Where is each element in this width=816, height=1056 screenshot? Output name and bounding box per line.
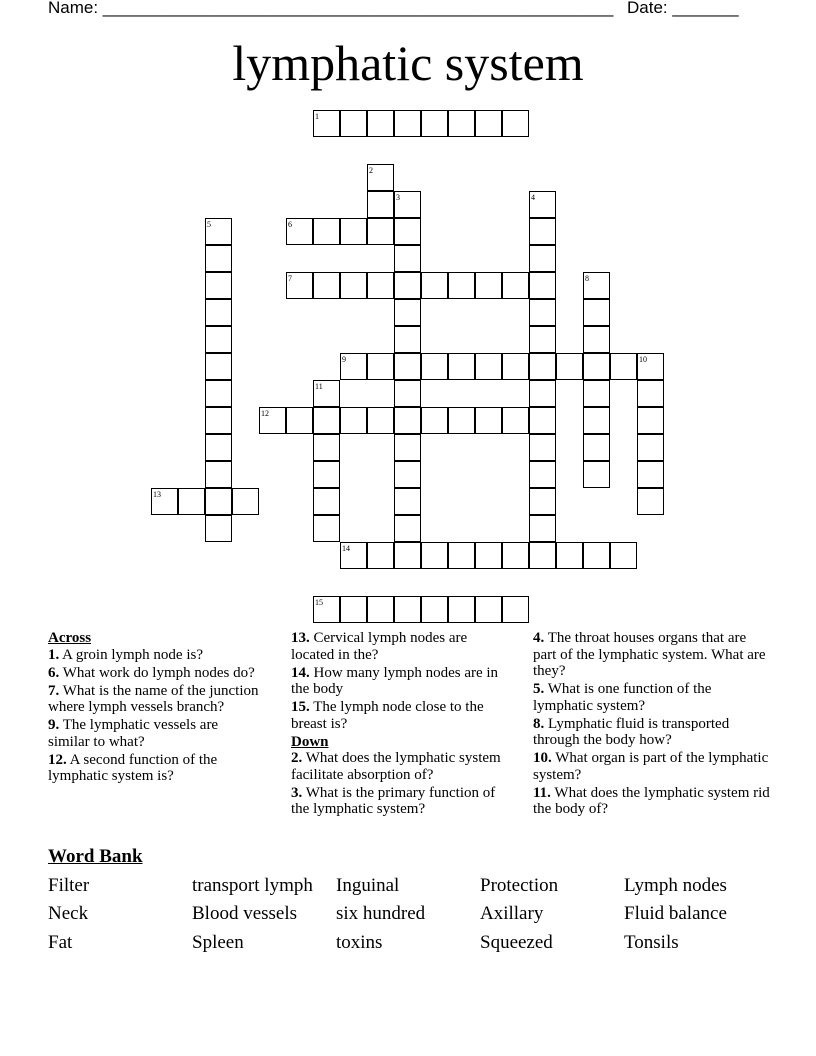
clue-number: 15 xyxy=(315,598,323,607)
grid-cell[interactable] xyxy=(637,488,664,515)
grid-cell[interactable] xyxy=(313,515,340,542)
clue-item xyxy=(48,717,263,750)
clue-number-label: 8. xyxy=(533,715,545,732)
grid-cell[interactable] xyxy=(583,326,610,353)
grid-cell[interactable] xyxy=(502,596,529,623)
clue-number: 2 xyxy=(369,166,373,175)
grid-cell[interactable] xyxy=(448,110,475,137)
grid-cell[interactable] xyxy=(394,461,421,488)
grid-cell[interactable] xyxy=(475,110,502,137)
grid-cell[interactable] xyxy=(475,272,502,299)
grid-cell[interactable] xyxy=(394,299,421,326)
clue-text: What is the primary function of the lymphatic system? xyxy=(291,784,496,817)
clue-number-label: 3. xyxy=(291,784,303,801)
grid-cell[interactable] xyxy=(529,488,556,515)
grid-cell[interactable] xyxy=(313,434,340,461)
grid-cell[interactable] xyxy=(286,407,313,434)
word-bank-item: Lymph nodes xyxy=(624,875,727,896)
clue-item xyxy=(291,699,513,732)
grid-cell[interactable] xyxy=(394,542,421,569)
grid-cell[interactable] xyxy=(205,380,232,407)
grid-cell[interactable] xyxy=(340,218,367,245)
grid-cell[interactable] xyxy=(529,272,556,299)
grid-cell[interactable] xyxy=(448,596,475,623)
grid-cell[interactable] xyxy=(610,353,637,380)
grid-cell[interactable] xyxy=(367,110,394,137)
grid-cell[interactable] xyxy=(637,434,664,461)
clue-text: How many lymph nodes are in the body xyxy=(291,664,499,697)
grid-cell[interactable] xyxy=(205,488,232,515)
grid-cell[interactable] xyxy=(205,434,232,461)
clue-number-label: 10. xyxy=(533,750,552,766)
across-heading: Across xyxy=(48,630,92,646)
grid-cell[interactable] xyxy=(340,272,367,299)
grid-cell[interactable] xyxy=(394,272,421,299)
clue-number-label: 1. xyxy=(48,646,60,663)
clue-item xyxy=(291,630,513,663)
clue-number-label: 15. xyxy=(291,699,310,715)
grid-cell[interactable] xyxy=(583,380,610,407)
grid-cell[interactable] xyxy=(583,299,610,326)
clue-text: Lymphatic fluid is transported through the body how? xyxy=(533,715,730,748)
word-bank-item: Fluid balance xyxy=(624,903,727,924)
clue-number: 4 xyxy=(531,193,535,202)
grid-cell[interactable] xyxy=(421,110,448,137)
grid-cell[interactable] xyxy=(394,407,421,434)
clue-item xyxy=(48,665,263,682)
clue-number: 1 xyxy=(315,112,319,121)
clue-item xyxy=(533,750,773,783)
clue-text: A second function of the lymphatic system is? xyxy=(48,751,218,784)
clue-number: 11 xyxy=(315,382,323,391)
grid-cell[interactable] xyxy=(637,461,664,488)
grid-cell[interactable] xyxy=(475,353,502,380)
grid-cell[interactable] xyxy=(529,245,556,272)
grid-cell[interactable] xyxy=(448,353,475,380)
grid-cell[interactable] xyxy=(394,245,421,272)
grid-cell[interactable] xyxy=(583,434,610,461)
word-bank-item: Neck xyxy=(48,903,89,924)
word-bank-item: Axillary xyxy=(480,903,544,924)
grid-cell[interactable] xyxy=(367,353,394,380)
grid-cell[interactable] xyxy=(529,380,556,407)
grid-cell[interactable] xyxy=(313,218,340,245)
word-bank-item: Protection xyxy=(480,875,559,896)
word-bank-item: six hundred xyxy=(336,903,426,924)
grid-cell[interactable] xyxy=(394,326,421,353)
clue-number: 3 xyxy=(396,193,400,202)
grid-cell[interactable] xyxy=(205,299,232,326)
clue-text: What does the lymphatic system rid the body of? xyxy=(533,784,770,817)
clue-item xyxy=(48,647,263,664)
clue-item xyxy=(533,630,773,680)
grid-cell[interactable] xyxy=(502,542,529,569)
clue-number: 14 xyxy=(342,544,350,553)
clue-number-label: 12. xyxy=(48,751,67,768)
clue-item xyxy=(533,785,773,818)
grid-cell[interactable] xyxy=(502,353,529,380)
date-field: Date: _______ xyxy=(627,0,739,17)
grid-cell[interactable] xyxy=(394,353,421,380)
clue-text: The lymphatic vessels are similar to what? xyxy=(48,717,219,750)
grid-cell[interactable] xyxy=(529,299,556,326)
grid-cell[interactable] xyxy=(556,542,583,569)
grid-cell[interactable] xyxy=(529,407,556,434)
grid-cell[interactable] xyxy=(340,596,367,623)
grid-cell[interactable] xyxy=(502,110,529,137)
clue-column-1 xyxy=(48,630,263,786)
grid-cell[interactable] xyxy=(394,218,421,245)
grid-cell[interactable] xyxy=(313,488,340,515)
word-bank-item: Spleen xyxy=(192,932,244,953)
grid-cell[interactable] xyxy=(421,272,448,299)
grid-cell[interactable] xyxy=(529,542,556,569)
grid-cell[interactable] xyxy=(475,596,502,623)
grid-cell[interactable] xyxy=(394,596,421,623)
grid-cell[interactable] xyxy=(205,515,232,542)
grid-cell[interactable] xyxy=(610,542,637,569)
clue-number-label: 4. xyxy=(533,630,545,646)
clue-number: 12 xyxy=(261,409,269,418)
clue-number-label: 6. xyxy=(48,664,60,681)
clue-text: Cervical lymph nodes are located in the? xyxy=(291,630,468,663)
grid-cell[interactable] xyxy=(205,272,232,299)
clue-number: 13 xyxy=(153,490,161,499)
word-bank-item: Tonsils xyxy=(624,932,679,953)
page-title: lymphatic system xyxy=(232,35,584,91)
word-bank-item: transport lymph xyxy=(192,875,313,896)
clue-text: What work do lymph nodes do? xyxy=(59,664,255,681)
grid-cell[interactable] xyxy=(367,596,394,623)
word-bank-item: Fat xyxy=(48,932,73,953)
word-bank-item: Inguinal xyxy=(336,875,400,896)
clue-item xyxy=(533,681,773,714)
grid-cell[interactable] xyxy=(583,407,610,434)
grid-cell[interactable] xyxy=(367,542,394,569)
grid-cell[interactable] xyxy=(313,407,340,434)
grid-cell[interactable] xyxy=(394,488,421,515)
grid-cell[interactable] xyxy=(475,542,502,569)
grid-cell[interactable] xyxy=(421,353,448,380)
grid-cell[interactable] xyxy=(475,407,502,434)
word-bank-item: Squeezed xyxy=(480,932,553,953)
grid-cell[interactable] xyxy=(448,272,475,299)
grid-cell[interactable] xyxy=(637,380,664,407)
clue-number-label: 9. xyxy=(48,717,60,733)
clue-number: 7 xyxy=(288,274,292,283)
grid-cell[interactable] xyxy=(205,461,232,488)
grid-cell[interactable] xyxy=(583,542,610,569)
clue-number: 9 xyxy=(342,355,346,364)
grid-cell[interactable] xyxy=(529,461,556,488)
clue-number-label: 2. xyxy=(291,750,303,766)
grid-cell[interactable] xyxy=(394,380,421,407)
clue-item xyxy=(291,750,513,783)
grid-cell[interactable] xyxy=(448,407,475,434)
clue-text: What is the name of the junction where lymph vessels branch? xyxy=(48,682,259,715)
grid-cell[interactable] xyxy=(583,353,610,380)
grid-cell[interactable] xyxy=(637,407,664,434)
word-bank-title: Word Bank xyxy=(48,846,143,867)
grid-cell[interactable] xyxy=(367,272,394,299)
clue-number: 5 xyxy=(207,220,211,229)
grid-cell[interactable] xyxy=(178,488,205,515)
word-bank-item: Blood vessels xyxy=(192,903,298,924)
clue-text: What does the lymphatic system facilitate absorption of? xyxy=(291,750,501,783)
grid-cell[interactable] xyxy=(205,245,232,272)
grid-cell[interactable] xyxy=(205,407,232,434)
grid-cell[interactable] xyxy=(394,434,421,461)
clue-number: 8 xyxy=(585,274,589,283)
grid-cell[interactable] xyxy=(367,218,394,245)
grid-cell[interactable] xyxy=(313,461,340,488)
grid-cell[interactable] xyxy=(529,515,556,542)
clue-number-label: 14. xyxy=(291,664,310,681)
clue-column-3 xyxy=(533,630,773,819)
grid-cell[interactable] xyxy=(556,353,583,380)
grid-cell[interactable] xyxy=(502,407,529,434)
grid-cell[interactable] xyxy=(367,191,394,218)
clue-text: What organ is part of the lymphatic system? xyxy=(533,750,769,783)
grid-cell[interactable] xyxy=(205,353,232,380)
grid-cell[interactable] xyxy=(313,272,340,299)
clue-item xyxy=(291,665,513,698)
clue-number-label: 13. xyxy=(291,630,310,646)
grid-cell[interactable] xyxy=(340,110,367,137)
grid-cell[interactable] xyxy=(421,542,448,569)
name-field: Name: ______________________________________________________ xyxy=(48,0,614,17)
clue-item xyxy=(533,716,773,749)
clue-number-label: 5. xyxy=(533,681,545,697)
clue-number-label: 7. xyxy=(48,682,60,699)
clue-text: The throat houses organs that are part of the lymphatic system. What are they? xyxy=(533,630,766,679)
grid-cell[interactable] xyxy=(421,407,448,434)
grid-cell[interactable] xyxy=(529,326,556,353)
grid-cell[interactable] xyxy=(394,515,421,542)
grid-cell[interactable] xyxy=(421,596,448,623)
clue-text: What is one function of the lymphatic system? xyxy=(533,681,712,714)
grid-cell[interactable] xyxy=(394,110,421,137)
clue-text: A groin lymph node is? xyxy=(59,646,203,663)
grid-cell[interactable] xyxy=(448,542,475,569)
grid-cell[interactable] xyxy=(340,407,367,434)
grid-cell[interactable] xyxy=(529,218,556,245)
word-bank-item: Filter xyxy=(48,875,90,896)
grid-cell[interactable] xyxy=(232,488,259,515)
grid-cell[interactable] xyxy=(529,434,556,461)
clue-column-2 xyxy=(291,630,513,819)
clue-number: 6 xyxy=(288,220,292,229)
clue-item xyxy=(291,785,513,818)
clue-number-label: 11. xyxy=(533,784,551,801)
clue-item xyxy=(48,683,263,716)
grid-cell[interactable] xyxy=(529,353,556,380)
grid-cell[interactable] xyxy=(367,407,394,434)
word-bank-item: toxins xyxy=(336,932,383,953)
grid-cell[interactable] xyxy=(583,461,610,488)
clue-text: The lymph node close to the breast is? xyxy=(291,699,484,732)
grid-cell[interactable] xyxy=(205,326,232,353)
clue-number: 10 xyxy=(639,355,647,364)
clue-item xyxy=(48,752,263,785)
grid-cell[interactable] xyxy=(502,272,529,299)
down-heading: Down xyxy=(291,733,329,750)
